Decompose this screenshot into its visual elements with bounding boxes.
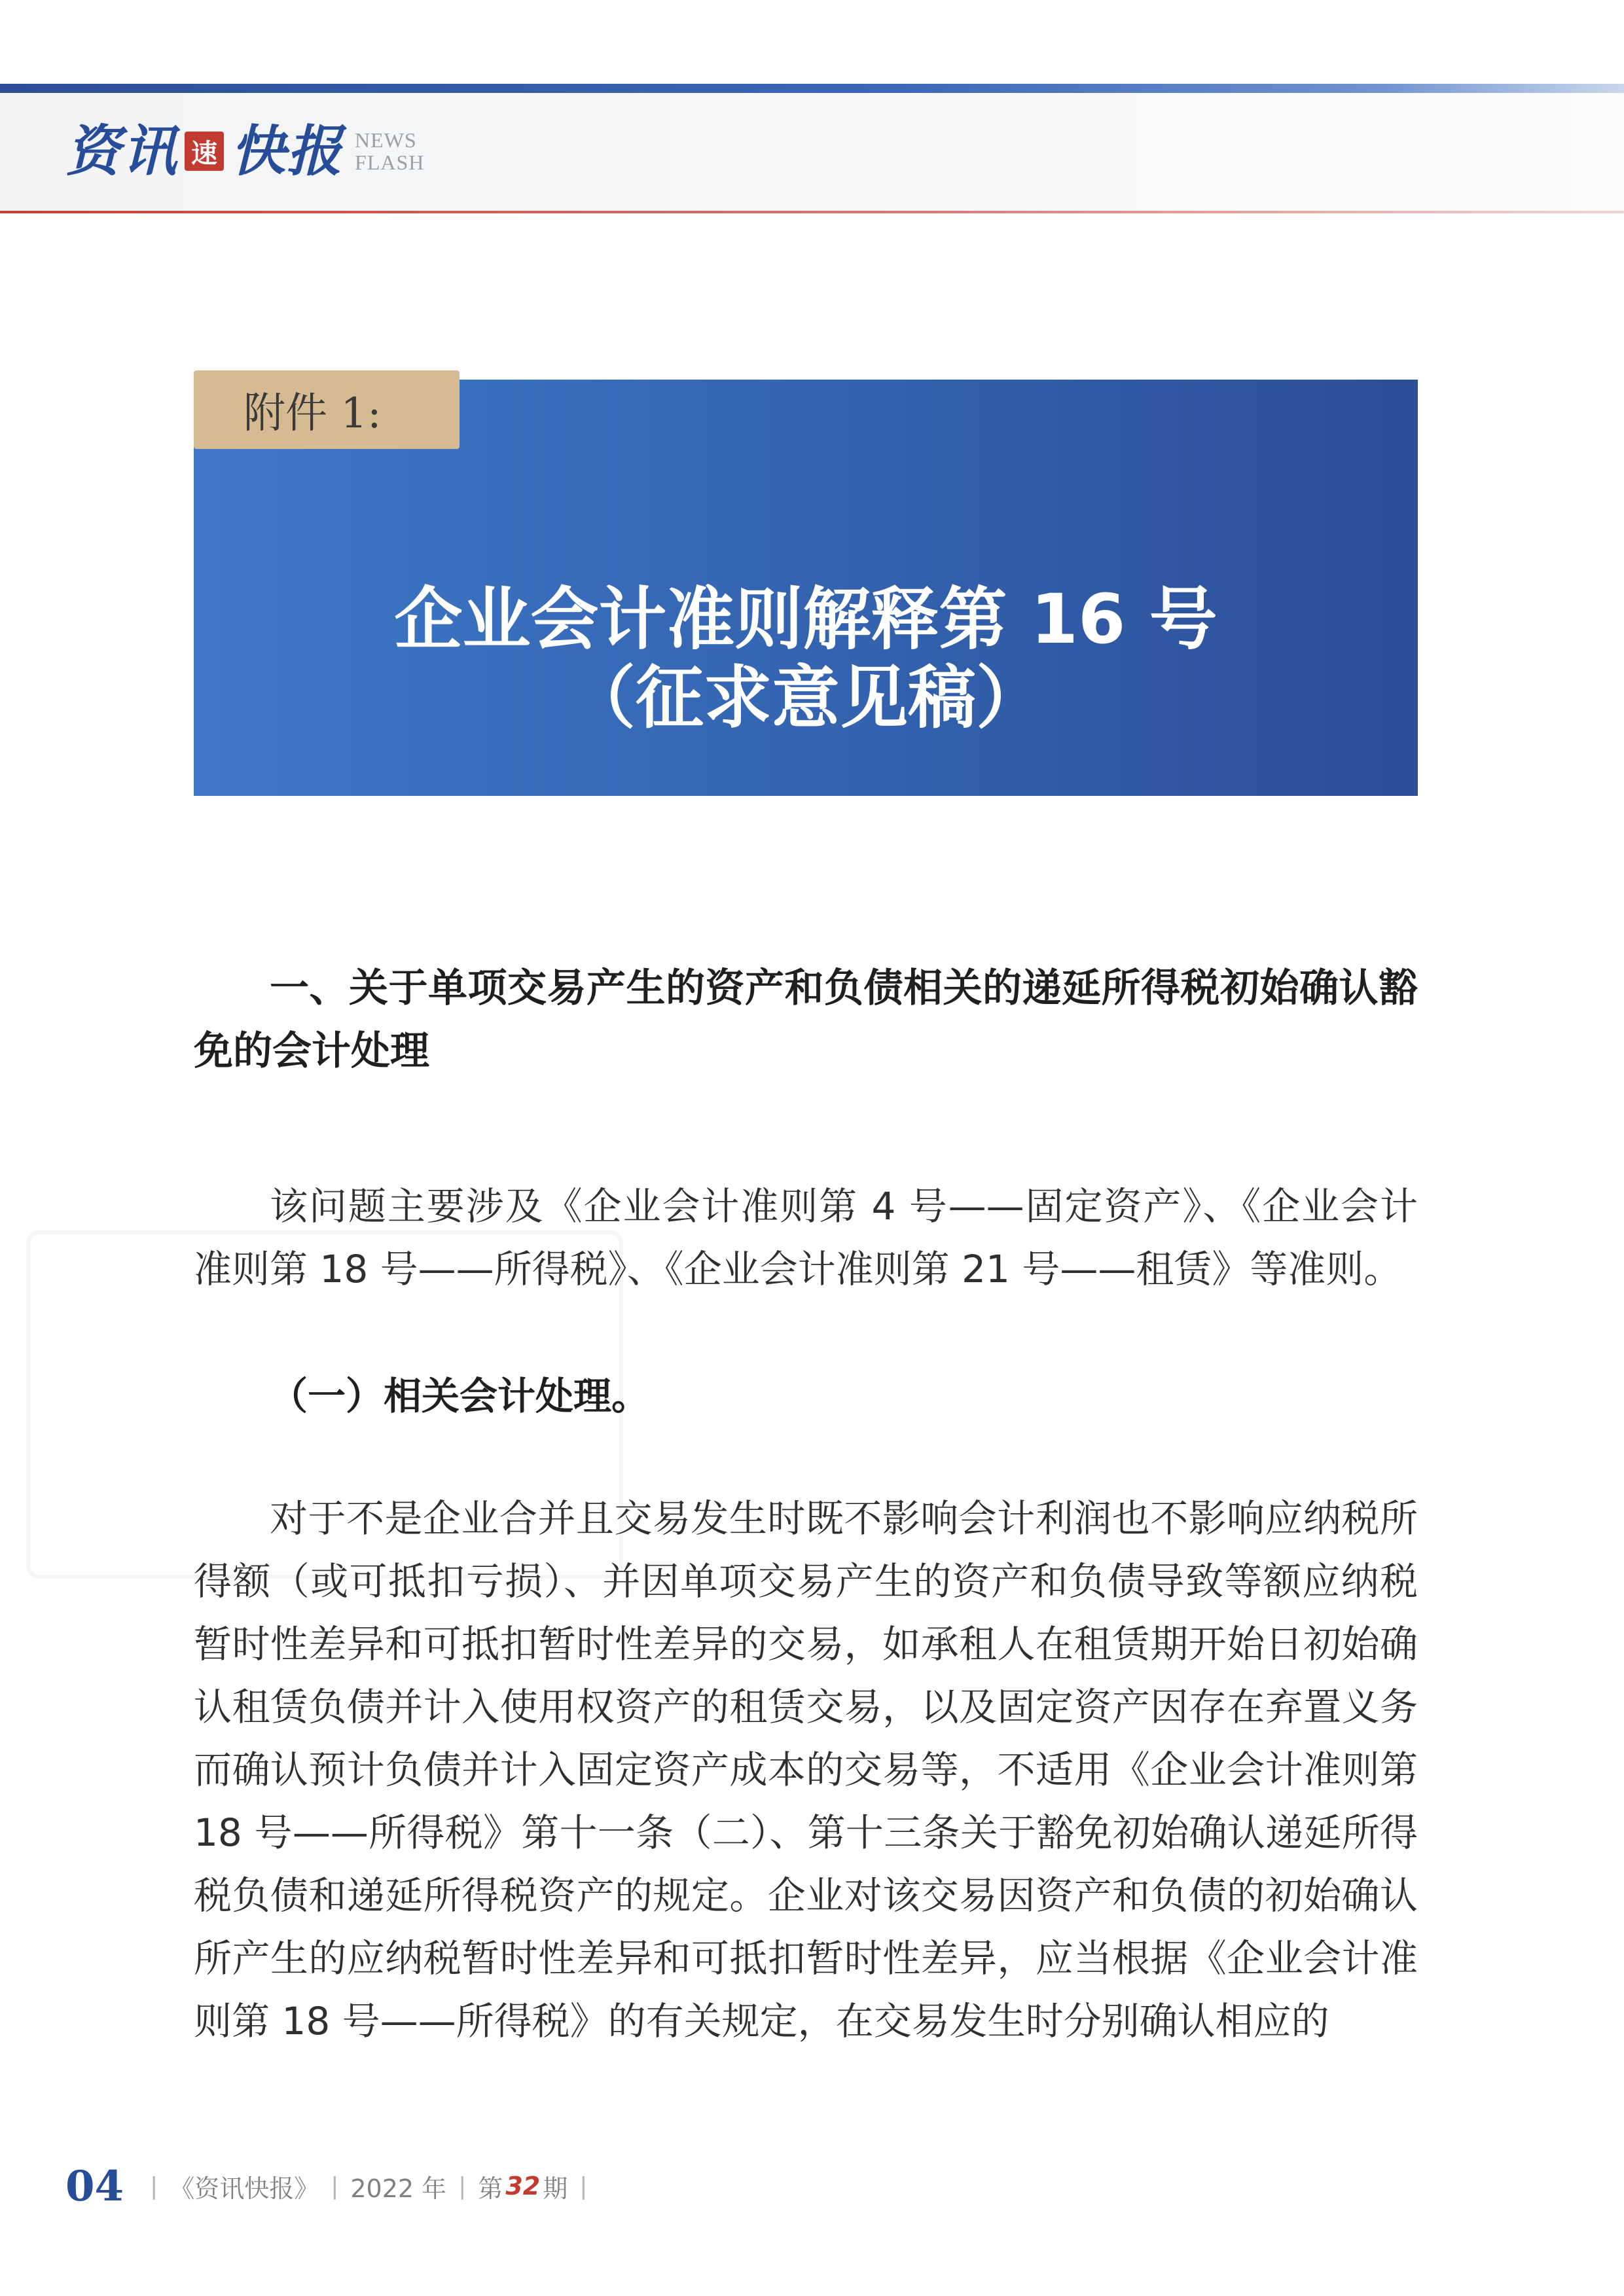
issue-prefix: 第	[478, 2174, 503, 2203]
publication-name: 《资讯快报》	[170, 2174, 319, 2203]
paragraph-intro: 该问题主要涉及《企业会计准则第 4 号——固定资产》、《企业会计准则第 18 号——所得税》、《企业会计准则第 21 号——租赁》等准则。	[194, 1184, 1418, 1291]
section-heading: 一、关于单项交易产生的资产和负债相关的递延所得税初始确认豁免的会计处理	[194, 965, 1418, 1074]
footer-divider: |	[150, 2172, 158, 2200]
header-top-bar	[0, 84, 1624, 93]
page-number: 04	[65, 2161, 124, 2211]
paragraph-body: 对于不是企业合并且交易发生时既不影响会计利润也不影响应纳税所得额（或可抵扣亏损）、并因单项交易产生的资产和负债导致等额应纳税暂时性差异和可抵扣暂时性差异的交易，如承租人在租赁期开始日初始确认租赁负债并计入使用权资产的租赁交易，以及固定资产因存在弃置义务而确认预计负债并计入固定资产成本的交易等，不适用《企业会计准则第 18 号——所得税》第十一条（二）、第十三条关于豁免初始确认递延所得税负债和递延所得税资产的规定。企业对该交易因资产和负债的初始确认所产生的应纳税暂时性差异和可抵扣暂时性差异，应当根据《企业会计准则第 18 号——所得税》的有关规定，在交易发生时分别确认相应的	[194, 1496, 1418, 2043]
footer-divider: |	[579, 2172, 588, 2200]
brand-english-line2: FLASH	[355, 151, 425, 174]
subsection-heading: （一）相关会计处理。	[270, 1374, 650, 1418]
brand-english-line1: NEWS	[355, 128, 417, 152]
footer-divider: |	[458, 2172, 467, 2200]
brand-name-part1: 资讯	[65, 118, 179, 183]
issue-suffix: 期	[543, 2174, 568, 2203]
footer-divider: |	[331, 2172, 339, 2200]
document-subtitle: （征求意见稿）	[567, 658, 1044, 738]
document-title: 企业会计准则解释第 16 号	[394, 579, 1218, 659]
attachment-tag: 附件 1:	[194, 370, 460, 449]
brand-seal-icon: 速	[185, 132, 224, 171]
publication-year: 2022 年	[350, 2174, 447, 2203]
brand-english	[355, 129, 424, 173]
page-footer	[65, 2160, 599, 2212]
issue-number: 32	[505, 2172, 541, 2200]
brand-logo	[65, 115, 424, 187]
brand-name-part2: 快报	[230, 118, 344, 183]
header-bottom-line	[0, 211, 1624, 213]
